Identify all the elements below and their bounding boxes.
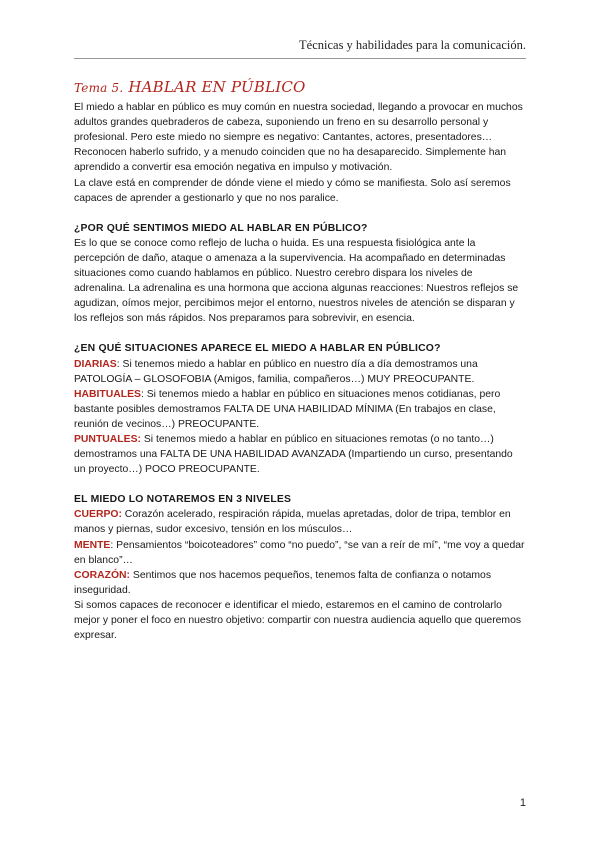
page-content	[74, 80, 526, 643]
situation-label: DIARIAS	[74, 358, 117, 370]
level-item-mente	[74, 538, 526, 568]
section-why-body: Es lo que se conoce como reflejo de lucha o huida. Es una respuesta fisiológica ante la percepción de daño, ataque o amenaza a la supervivencia. Ha acompañado en determinadas situaciones como cuando hablamos en público. Nuestro cerebro dispara los niveles de adrenalina. La adrenalina es una hormona que acciona algunas reacciones: Nuestros reflejos se agudizan, oímos mejor, percibimos mejor el entorno, nuestros niveles de atención se disparan y los reflejos son más rápidos. Nos preparamos para sobrevivir, en esencia.	[74, 237, 519, 325]
situation-item-habituales	[74, 387, 526, 432]
intro-paragraph-2: La clave está en comprender de dónde viene el miedo y cómo se manifiesta. Solo así seremos capaces de aprender a gestionarlo y que no nos paralice.	[74, 177, 511, 204]
section-heading-why: ¿POR QUÉ SENTIMOS MIEDO AL HABLAR EN PÚBLICO?	[74, 222, 368, 234]
situation-text: : Si tenemos miedo a hablar en público en nuestro día a día demostramos una PATOLOGÍA – GLOSOFOBIA (Amigos, familia, compañeros…) MUY PREOCUPANTE.	[74, 358, 478, 385]
topic-label: Tema 5.	[74, 81, 124, 95]
situation-item-puntuales	[74, 432, 526, 477]
level-text: : Pensamientos “boicoteadores” como “no puedo”, “se van a reír de mí”, “me voy a quedar en blanco”…	[74, 539, 525, 566]
closing-paragraph: Si somos capaces de reconocer e identificar el miedo, estaremos en el camino de controlarlo mejor y poner el foco en nuestro objetivo: compartir con nuestra audiencia aquello que queremos expresar.	[74, 599, 522, 642]
situation-item-diarias	[74, 357, 526, 387]
level-label: CUERPO:	[74, 509, 122, 521]
topic-heading: HABLAR EN PÚBLICO	[128, 78, 306, 96]
running-header: Técnicas y habilidades para la comunicación.	[299, 38, 526, 52]
level-item-cuerpo	[74, 507, 526, 537]
level-text: Sentimos que nos hacemos pequeños, tenemos falta de confianza o notamos inseguridad.	[74, 569, 492, 596]
situation-text: : Si tenemos miedo a hablar en público en situaciones menos cotidianas, pero bastante posibles demostramos FALTA DE UNA HABILIDAD MÍNIMA (En trabajos en clase, reunión de vecinos…) PREOCUPANTE.	[74, 388, 501, 430]
topic-title	[74, 80, 526, 96]
situation-label: HABITUALES	[74, 388, 141, 400]
level-item-corazon	[74, 568, 526, 598]
level-label: MENTE	[74, 539, 111, 551]
section-heading-situations: ¿EN QUÉ SITUACIONES APARECE EL MIEDO A HABLAR EN PÚBLICO?	[74, 343, 441, 355]
level-text: Corazón acelerado, respiración rápida, muelas apretadas, dolor de tripa, temblor en manos y piernas, sudor excesivo, tensión en los músculos…	[74, 509, 511, 536]
situation-text: Si tenemos miedo a hablar en público en situaciones remotas (o no tanto…) demostramos una FALTA DE UNA HABILIDAD AVANZADA (Impartiendo un curso, presentando un proyecto…) POCO PREOCUPANTE.	[74, 433, 513, 476]
page-number: 1	[519, 797, 526, 809]
situation-label: PUNTUALES:	[74, 433, 141, 445]
section-heading-levels: EL MIEDO LO NOTAREMOS EN 3 NIVELES	[74, 494, 292, 506]
level-label: CORAZÓN:	[74, 569, 130, 581]
header-divider	[74, 58, 526, 59]
intro-paragraph-1: El miedo a hablar en público es muy común en nuestra sociedad, llegando a provocar en muchos adultos grandes quebraderos de cabeza, suponiendo un freno en su desarrollo personal y profesional. Pero este miedo no siempre es negativo: Cantantes, actores, presentadores… Reconocen haberlo sufrido, y a menudo coinciden que no ha desaparecido. Simplemente han aprendido a convertir esa emoción negativa en impulso y motivación.	[74, 102, 523, 174]
